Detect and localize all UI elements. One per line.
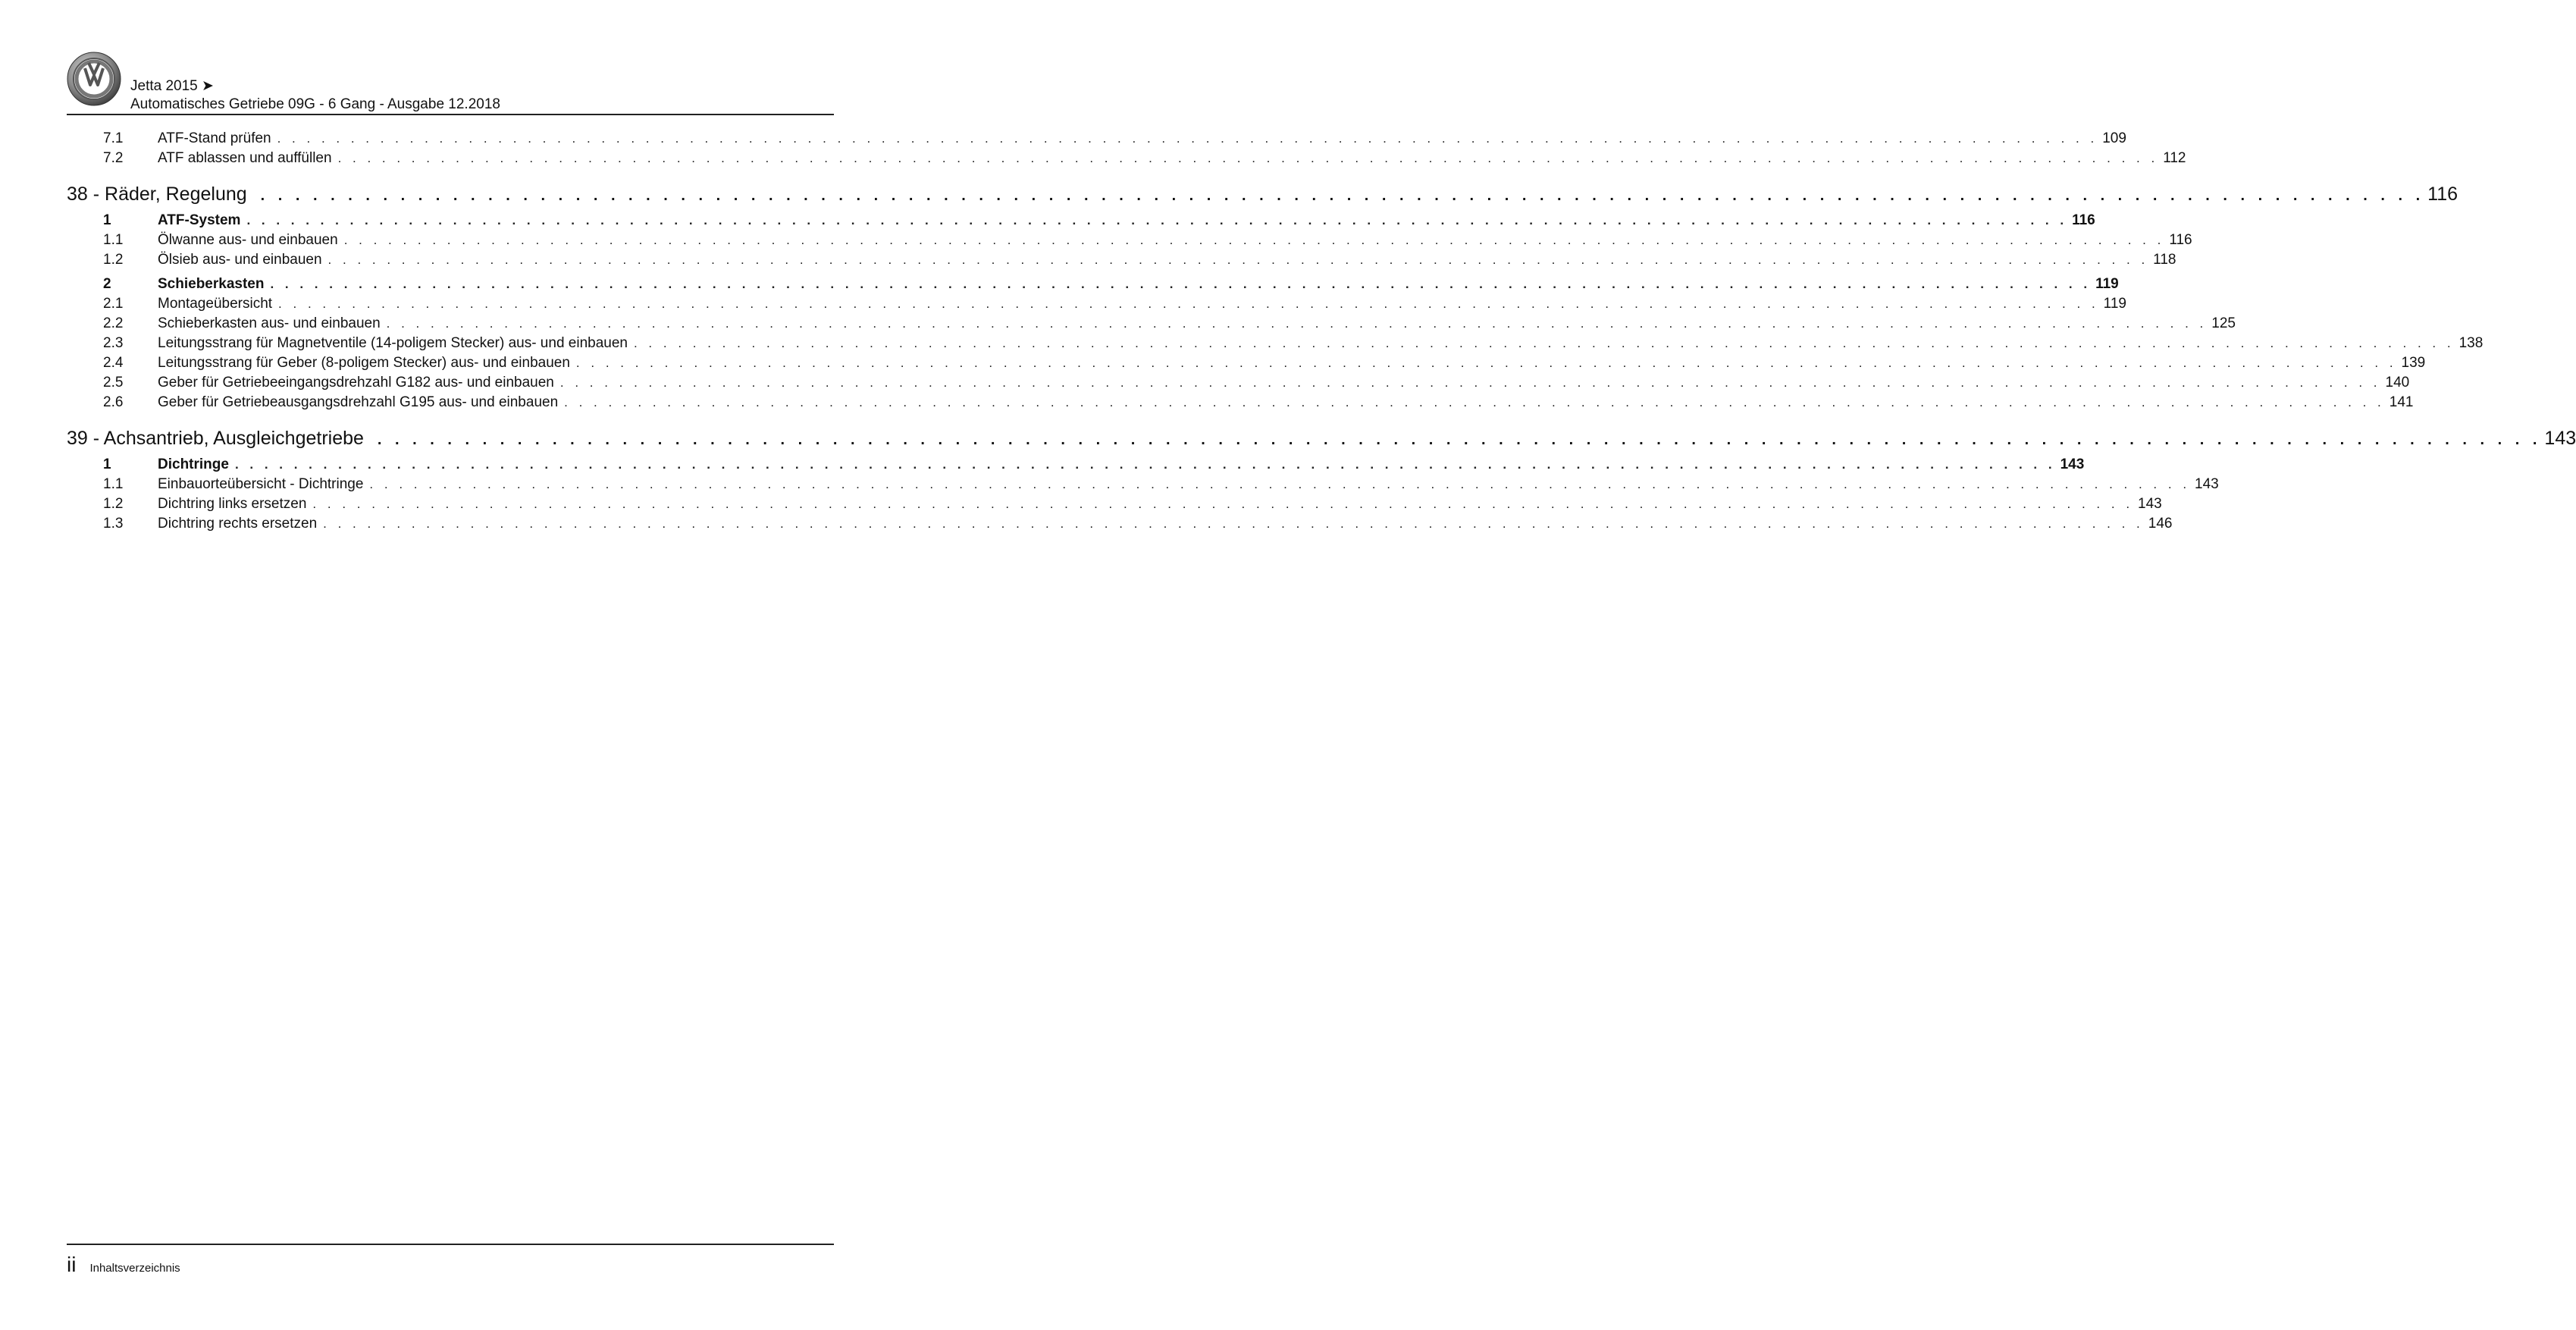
chapter-page: 116: [2427, 184, 2458, 205]
toc-leader: . . . . . . . . . . . . . . . . . . . . . . . . . . . . . . . . . . . . . . . . . . . . . . . . . . . . . . . . . . . . . . . . . . . . . . . . . . . . . . . . . . . . . . . . . . . . . . . . . . . . . . . . . . . . . . . . . . . . . . . . . . . .: [337, 151, 2159, 165]
toc-entry-number: 1.2: [103, 496, 124, 512]
toc-entry-number: 2.5: [103, 375, 124, 391]
toc-leader: . . . . . . . . . . . . . . . . . . . . . . . . . . . . . . . . . . . . . . . . . . . . . . . . . . . . . . . . . . . . . . . . . . . . . . . . . . . . . . . . . . . . . . . . . . . . . . . . . . . . . . . . . . . . . . . . . . . . . . . . . . . .: [246, 213, 2068, 227]
toc-entry-title: Geber für Getriebeausgangsdrehzahl G195 aus- und einbauen: [158, 394, 559, 410]
page-number: ii: [67, 1253, 77, 1276]
toc-entry-number: 2.3: [103, 335, 124, 351]
table-of-contents: [67, 130, 2576, 535]
toc-leader: . . . . . . . . . . . . . . . . . . . . . . . . . . . . . . . . . . . . . . . . . . . . . . . . . . . . . . . . . . . . . . . . . . . . . . . . . . . . . . . . . . . . . . . . . . . . . . . . . . . . . . . . . . . . . . . . . . . . . . . . . . . .: [377, 431, 2542, 448]
toc-entry-title: ATF-Stand prüfen: [158, 130, 271, 146]
header-divider: [67, 114, 834, 115]
toc-entry-title: Montageübersicht: [158, 296, 273, 312]
toc-entry-title: ATF ablassen und auffüllen: [158, 150, 332, 166]
toc-entry-title: Geber für Getriebeeingangsdrehzahl G182 aus- und einbauen: [158, 375, 554, 391]
toc-entry-page: 119: [2103, 296, 2126, 312]
toc-leader: . . . . . . . . . . . . . . . . . . . . . . . . . . . . . . . . . . . . . . . . . . . . . . . . . . . . . . . . . . . . . . . . . . . . . . . . . . . . . . . . . . . . . . . . . . . . . . . . . . . . . . . . . . . . . . . . . . . . . . . . . . . .: [343, 233, 2165, 247]
page-header: [67, 52, 834, 115]
toc-leader: . . . . . . . . . . . . . . . . . . . . . . . . . . . . . . . . . . . . . . . . . . . . . . . . . . . . . . . . . . . . . . . . . . . . . . . . . . . . . . . . . . . . . . . . . . . . . . . . . . . . . . . . . . . . . . . . . . . . . . . . . . . .: [386, 316, 2208, 331]
toc-leader: . . . . . . . . . . . . . . . . . . . . . . . . . . . . . . . . . . . . . . . . . . . . . . . . . . . . . . . . . . . . . . . . . . . . . . . . . . . . . . . . . . . . . . . . . . . . . . . . . . . . . . . . . . . . . . . . . . . . . . . . . . . .: [575, 356, 2397, 370]
toc-entry[interactable]: [67, 252, 2176, 271]
toc-entry-number: 7.2: [103, 150, 124, 166]
toc-entry-title: Einbauorteübersicht - Dichtringe: [158, 476, 364, 492]
toc-entry-title: Ölsieb aus- und einbauen: [158, 252, 322, 268]
toc-entry-title: Dichtringe: [158, 456, 229, 472]
toc-entry-number: 2.4: [103, 355, 124, 371]
toc-entry-title: Leitungsstrang für Magnetventile (14-poligem Stecker) aus- und einbauen: [158, 335, 628, 351]
chapter-title: 39 - Achsantrieb, Ausgleichgetriebe: [67, 428, 364, 449]
toc-entry-page: 143: [2195, 476, 2219, 492]
toc-entry-title: Dichtring rechts ersetzen: [158, 516, 318, 532]
toc-section[interactable]: [67, 212, 2095, 232]
toc-leader: . . . . . . . . . . . . . . . . . . . . . . . . . . . . . . . . . . . . . . . . . . . . . . . . . . . . . . . . . . . . . . . . . . . . . . . . . . . . . . . . . . . . . . . . . . . . . . . . . . . . . . . . . . . . . . . . . . . . . . . . . . . .: [327, 253, 2149, 267]
toc-entry-page: 146: [2148, 516, 2173, 532]
toc-leader: . . . . . . . . . . . . . . . . . . . . . . . . . . . . . . . . . . . . . . . . . . . . . . . . . . . . . . . . . . . . . . . . . . . . . . . . . . . . . . . . . . . . . . . . . . . . . . . . . . . . . . . . . . . . . . . . . . . . . . . . . . . .: [564, 395, 2385, 409]
toc-entry-page: 141: [2389, 394, 2414, 410]
toc-entry-number: 1.2: [103, 252, 124, 268]
toc-entry-title: Ölwanne aus- und einbauen: [158, 232, 338, 248]
toc-entry[interactable]: [67, 232, 2192, 252]
toc-entry-number: 2.1: [103, 296, 124, 312]
toc-entry-page: 139: [2401, 355, 2426, 371]
toc-entry-number: 2: [103, 276, 111, 292]
document-title: Jetta 2015 ➤: [130, 78, 214, 94]
toc-section[interactable]: [67, 276, 2119, 296]
toc-entry-page: 116: [2169, 232, 2192, 248]
toc-entry[interactable]: [67, 476, 2219, 496]
toc-entry-page: 112: [2163, 150, 2186, 166]
toc-entry[interactable]: [67, 375, 2410, 394]
toc-entry-page: 109: [2102, 130, 2126, 146]
toc-leader: . . . . . . . . . . . . . . . . . . . . . . . . . . . . . . . . . . . . . . . . . . . . . . . . . . . . . . . . . . . . . . . . . . . . . . . . . . . . . . . . . . . . . . . . . . . . . . . . . . . . . . . . . . . . . . . . . . . . . . . . . . . .: [369, 477, 2191, 491]
toc-entry-title: Schieberkasten: [158, 276, 265, 292]
toc-chapter-39[interactable]: [67, 428, 2576, 453]
toc-entry-number: 7.1: [103, 130, 124, 146]
toc-section[interactable]: [67, 456, 2085, 476]
toc-entry-page: 125: [2211, 315, 2236, 331]
toc-entry-page: 140: [2385, 375, 2410, 391]
toc-entry-number: 1.1: [103, 476, 124, 492]
toc-entry[interactable]: [67, 315, 2236, 335]
toc-entry-page: 138: [2458, 335, 2484, 351]
toc-entry-title: Leitungsstrang für Geber (8-poligem Stecker) aus- und einbauen: [158, 355, 570, 371]
toc-leader: . . . . . . . . . . . . . . . . . . . . . . . . . . . . . . . . . . . . . . . . . . . . . . . . . . . . . . . . . . . . . . . . . . . . . . . . . . . . . . . . . . . . . . . . . . . . . . . . . . . . . . . . . . . . . . . . . . . . . . . . . . . .: [278, 296, 2099, 311]
toc-leader: . . . . . . . . . . . . . . . . . . . . . . . . . . . . . . . . . . . . . . . . . . . . . . . . . . . . . . . . . . . . . . . . . . . . . . . . . . . . . . . . . . . . . . . . . . . . . . . . . . . . . . . . . . . . . . . . . . . . . . . . . . . .: [312, 497, 2134, 511]
vw-logo-icon: [67, 52, 121, 106]
toc-chapter-38[interactable]: [67, 184, 2458, 209]
toc-leader: . . . . . . . . . . . . . . . . . . . . . . . . . . . . . . . . . . . . . . . . . . . . . . . . . . . . . . . . . . . . . . . . . . . . . . . . . . . . . . . . . . . . . . . . . . . . . . . . . . . . . . . . . . . . . . . . . . . . . . . . . . . .: [260, 187, 2425, 204]
toc-entry-number: 1.1: [103, 232, 124, 248]
toc-leader: . . . . . . . . . . . . . . . . . . . . . . . . . . . . . . . . . . . . . . . . . . . . . . . . . . . . . . . . . . . . . . . . . . . . . . . . . . . . . . . . . . . . . . . . . . . . . . . . . . . . . . . . . . . . . . . . . . . . . . . . . . . .: [559, 375, 2381, 390]
toc-entry[interactable]: [67, 355, 2426, 375]
toc-entry[interactable]: [67, 296, 2126, 315]
footer-divider: [67, 1244, 834, 1245]
toc-entry-number: 1: [103, 456, 111, 472]
toc-entry-page: 143: [2138, 496, 2162, 512]
toc-entry[interactable]: [67, 394, 2414, 414]
toc-leader: . . . . . . . . . . . . . . . . . . . . . . . . . . . . . . . . . . . . . . . . . . . . . . . . . . . . . . . . . . . . . . . . . . . . . . . . . . . . . . . . . . . . . . . . . . . . . . . . . . . . . . . . . . . . . . . . . . . . . . . . . . . .: [277, 131, 2098, 146]
toc-entry-number: 1.3: [103, 516, 124, 532]
toc-entry[interactable]: [67, 516, 2173, 535]
footer-label: Inhaltsverzeichnis: [89, 1262, 180, 1275]
page-footer: [67, 1253, 180, 1277]
toc-entry[interactable]: [67, 130, 2126, 150]
toc-entry-number: 2.2: [103, 315, 124, 331]
toc-entry-number: 2.6: [103, 394, 124, 410]
chapter-title: 38 - Räder, Regelung: [67, 184, 247, 205]
toc-entry-title: Dichtring links ersetzen: [158, 496, 307, 512]
toc-leader: . . . . . . . . . . . . . . . . . . . . . . . . . . . . . . . . . . . . . . . . . . . . . . . . . . . . . . . . . . . . . . . . . . . . . . . . . . . . . . . . . . . . . . . . . . . . . . . . . . . . . . . . . . . . . . . . . . . . . . . . . . . .: [633, 336, 2455, 350]
toc-entry-page: 118: [2153, 252, 2176, 268]
chapter-page: 143: [2544, 428, 2576, 449]
toc-leader: . . . . . . . . . . . . . . . . . . . . . . . . . . . . . . . . . . . . . . . . . . . . . . . . . . . . . . . . . . . . . . . . . . . . . . . . . . . . . . . . . . . . . . . . . . . . . . . . . . . . . . . . . . . . . . . . . . . . . . . . . . . .: [234, 457, 2056, 472]
toc-entry[interactable]: [67, 150, 2186, 170]
toc-entry-title: Schieberkasten aus- und einbauen: [158, 315, 381, 331]
toc-entry[interactable]: [67, 335, 2484, 355]
toc-leader: . . . . . . . . . . . . . . . . . . . . . . . . . . . . . . . . . . . . . . . . . . . . . . . . . . . . . . . . . . . . . . . . . . . . . . . . . . . . . . . . . . . . . . . . . . . . . . . . . . . . . . . . . . . . . . . . . . . . . . . . . . . .: [323, 516, 2144, 531]
toc-entry-page: 119: [2095, 276, 2119, 292]
document-subtitle: Automatisches Getriebe 09G - 6 Gang - Ausgabe 12.2018: [130, 96, 500, 112]
toc-leader: . . . . . . . . . . . . . . . . . . . . . . . . . . . . . . . . . . . . . . . . . . . . . . . . . . . . . . . . . . . . . . . . . . . . . . . . . . . . . . . . . . . . . . . . . . . . . . . . . . . . . . . . . . . . . . . . . . . . . . . . . . . .: [270, 277, 2092, 291]
toc-entry-number: 1: [103, 212, 111, 228]
toc-entry-page: 143: [2060, 456, 2085, 472]
toc-entry[interactable]: [67, 496, 2162, 516]
toc-entry-title: ATF-System: [158, 212, 241, 228]
toc-entry-page: 116: [2072, 212, 2095, 228]
